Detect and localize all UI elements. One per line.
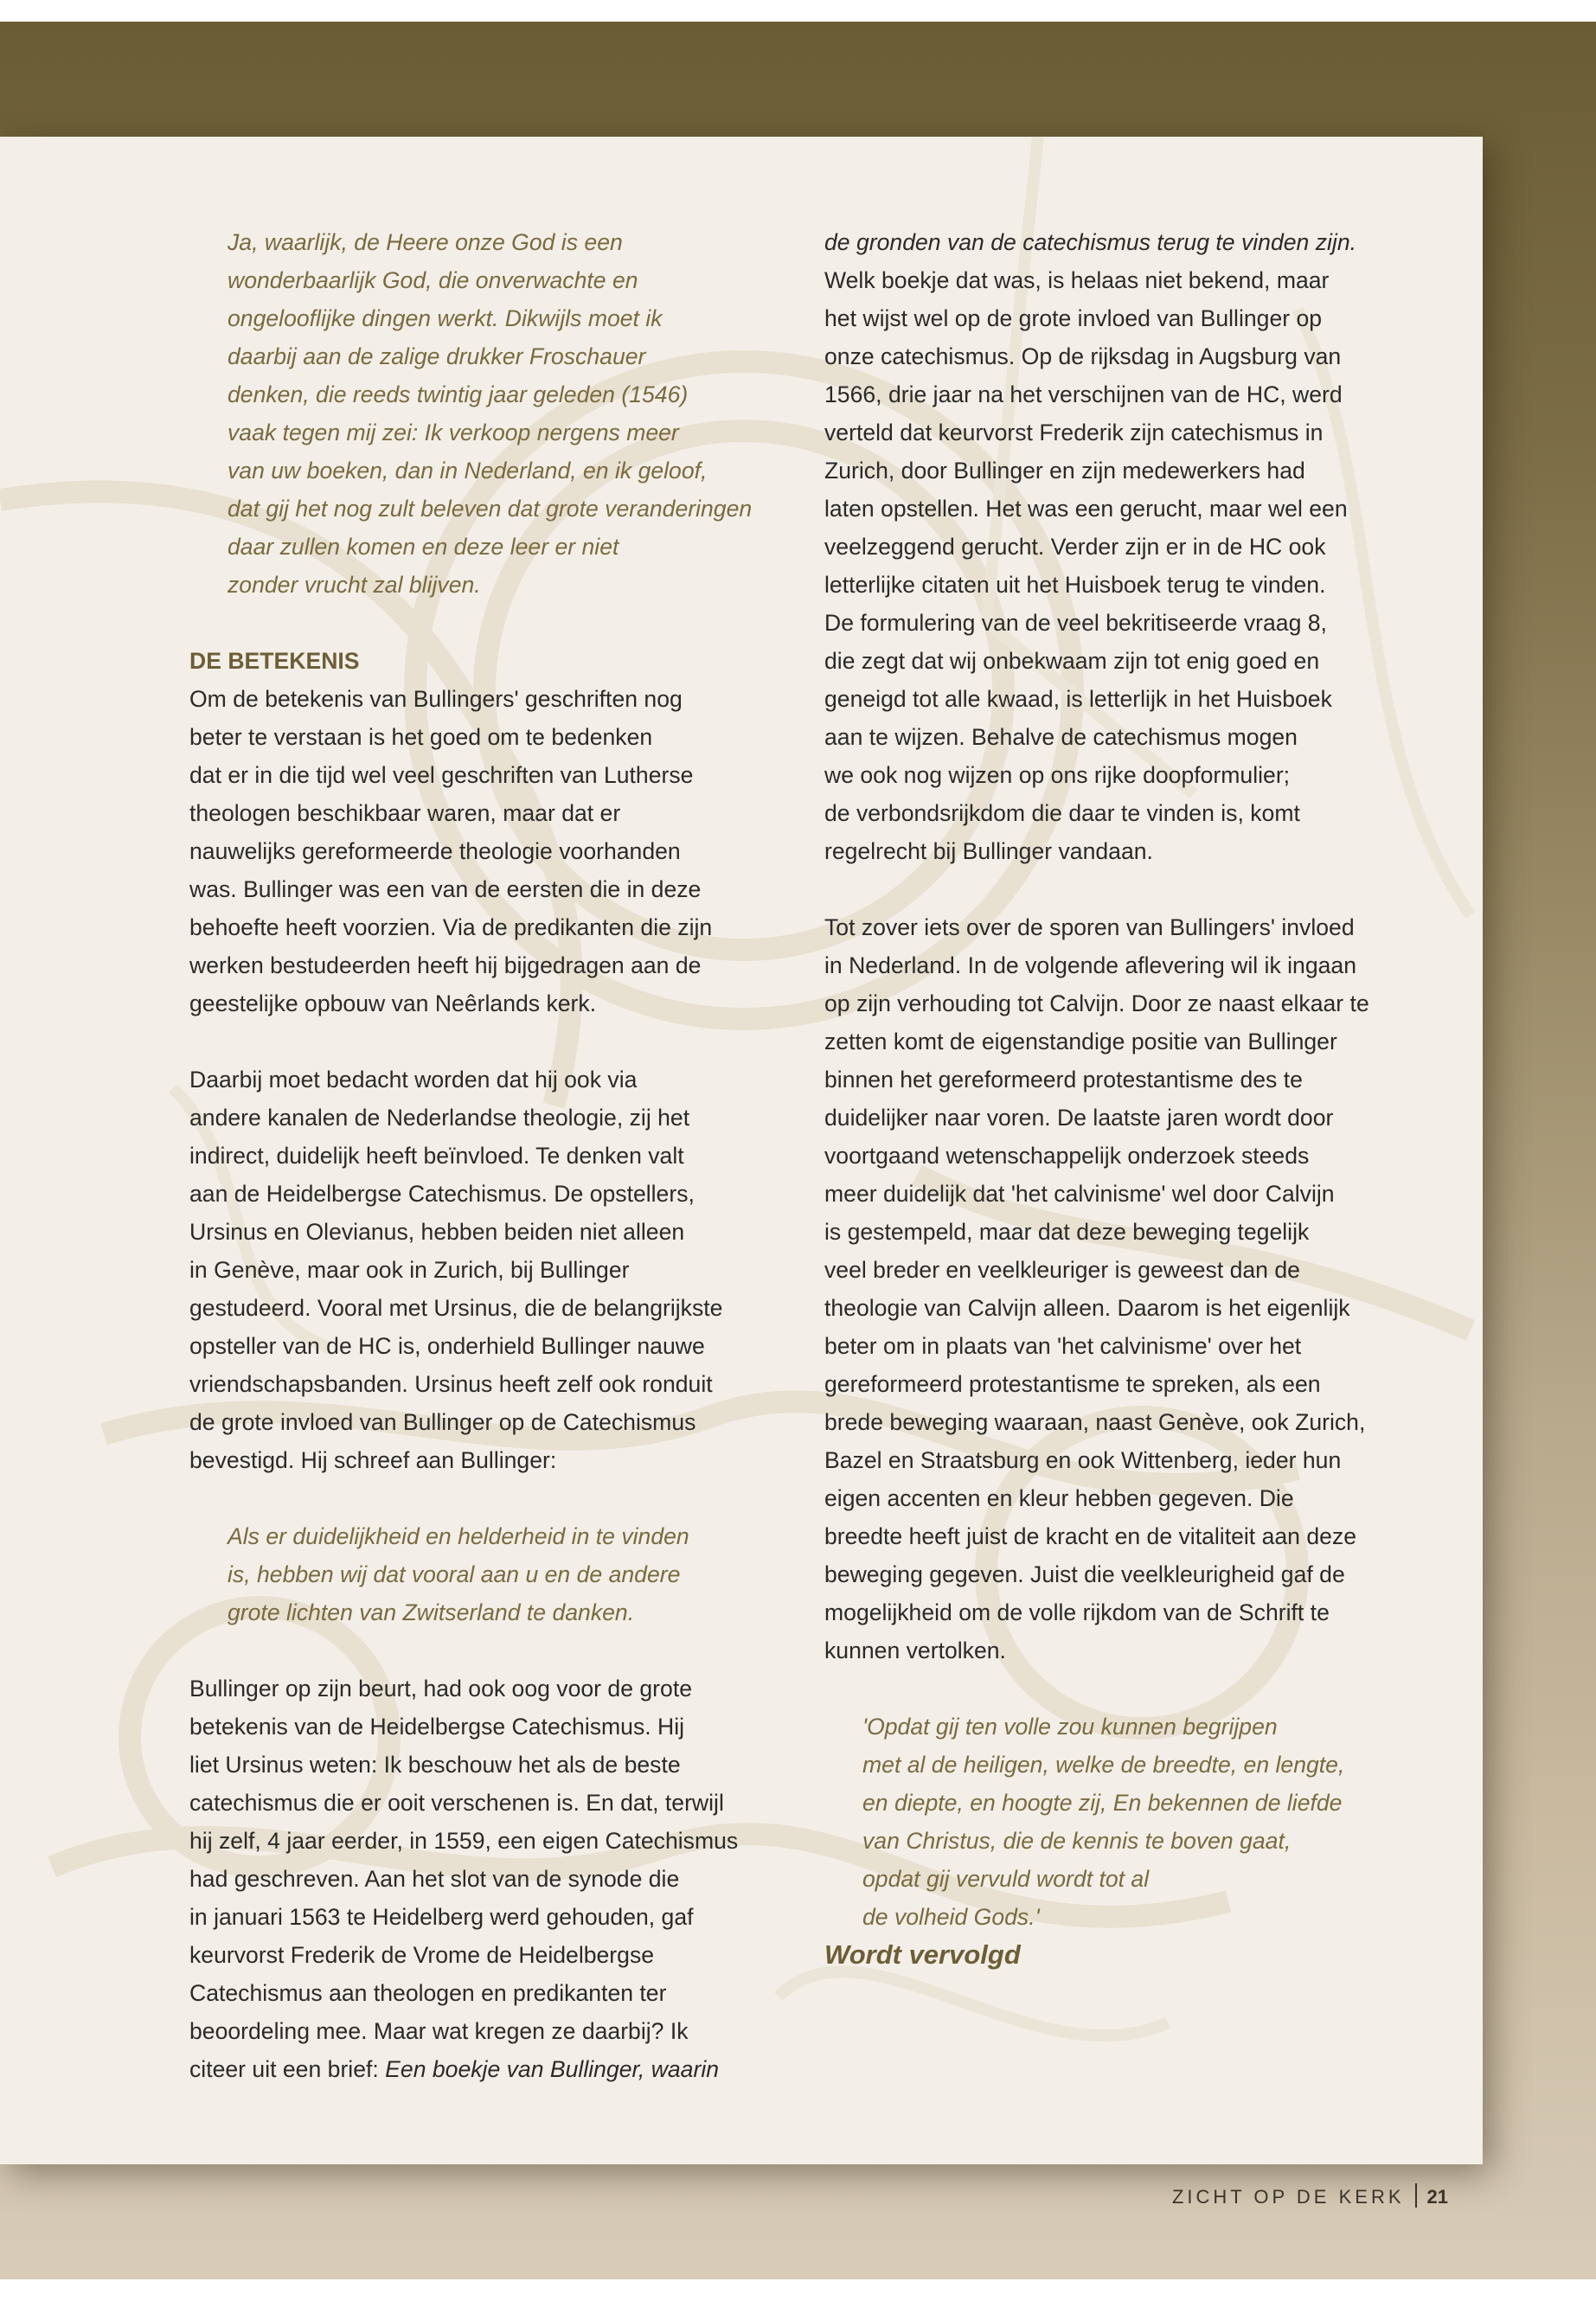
body-paragraph: Tot zover iets over de sporen van Bullingers' invloed in Nederland. In de volgende aflevering wil ik ingaan op zijn verhouding tot Calvijn. Door ze naast elkaar te zetten komt de eigenstandige positie van Bullinger binnen het gereformeerd protestantisme des te duidelijker naar voren. De laatste jaren wordt door voortgaand wetenschappelijk onderzoek steeds meer duidelijk dat 'het calvinisme' wel door Calvijn is gestempeld, maar dat deze beweging tegelijk veel breder en veelkleuriger is geweest dan de theologie van Calvijn alleen. Daarom is het eigenlijk beter om in plaats van 'het calvinisme' over het gereformeerd protestantisme te spreken, als een brede beweging waaraan, naast Genève, ook Zurich, Bazel en Straatsburg en ook Wittenberg, ieder hun eigen accenten en kleur hebben gegeven. Die breedte heeft juist de kracht en de vitaliteit aan deze beweging gegeven. Juist die veelkleurigheid gaf de mogelijkheid om de volle rijkdom van de Schrift te kunnen vertolken. — [824, 914, 1369, 1663]
to-be-continued: Wordt vervolgd — [824, 1939, 1021, 1970]
italic-citation-continued: de gronden van de catechismus terug te vinden zijn. — [824, 229, 1356, 255]
right-column — [824, 223, 1421, 1974]
quote-ursinus: Als er duidelijkheid en helderheid in te vinden is, hebben wij dat vooral aan u en de andere grote lichten van Zwitserland te danken. — [228, 1523, 689, 1625]
body-paragraph: Welk boekje dat was, is helaas niet bekend, maar het wijst wel op de grote invloed van Bullinger op onze catechismus. Op de rijksdag in Augsburg van 1566, drie jaar na het verschijnen van de HC, werd verteld dat keurvorst Frederik zijn catechismus in Zurich, door Bullinger en zijn medewerkers had laten opstellen. Het was een gerucht, maar wel een veelzeggend gerucht. Verder zijn er in de HC ook letterlijke citaten uit het Huisboek terug te vinden. De formulering van de veel bekritiseerde vraag 8, die zegt dat wij onbekwaam zijn tot enig goed en geneigd tot alle kwaad, is letterlijk in het Huisboek aan te wijzen. Behalve de catechismus mogen we ook nog wijzen op ons rijke doopformulier; de verbondsrijkdom die daar te vinden is, komt regelrecht bij Bullinger vandaan. — [824, 267, 1348, 864]
body-paragraph: Daarbij moet bedacht worden dat hij ook via andere kanalen de Nederlandse theologie, zij het indirect, duidelijk heeft beïnvloed. Te denken valt aan de Heidelbergse Catechismus. De opstellers, Ursinus en Olevianus, hebben beiden niet alleen in Genève, maar ook in Zurich, bij Bullinger gestudeerd. Vooral met Ursinus, die de belangrijkste opsteller van de HC is, onderhield Bullinger nauwe vriendschapsbanden. Ursinus heeft zelf ook ronduit de grote invloed van Bullinger op de Catechismus bevestigd. Hij schreef aan Bullinger: — [189, 1067, 723, 1473]
spacer — [824, 1670, 1421, 1708]
page-footer — [1125, 2183, 1448, 2208]
quote-froschauer: Ja, waarlijk, de Heere onze God is een wonderbaarlijk God, die onverwachte en ongelooflijke dingen werkt. Dikwijls moet ik daarbij aan de zalige drukker Froschauer denken, die reeds twintig jaar geleden (1546) vaak tegen mij zei: Ik verkoop nergens meer van uw boeken, dan in Nederland, en ik geloof, dat gij het nog zult beleven dat grote veranderingen daar zullen komen en deze leer er niet zonder vrucht zal blijven. — [228, 229, 753, 598]
page-number: 21 — [1426, 2186, 1448, 2208]
spacer — [189, 1022, 786, 1061]
spacer — [189, 1631, 786, 1670]
page-bottom-margin — [0, 2279, 1596, 2301]
spacer — [189, 1479, 786, 1517]
article-panel — [0, 137, 1483, 2164]
footer-divider — [1415, 2183, 1417, 2208]
italic-citation: Een boekje van Bullinger, waarin — [385, 2056, 720, 2082]
body-text: Bullinger op zijn beurt, had ook oog voor de grote betekenis van de Heidelbergse Catechismus. Hij liet Ursinus weten: Ik beschouw het als de beste catechismus die er ooit verschenen is. En dat, terwijl hij zelf, 4 jaar eerder, in 1559, een eigen Catechismus had geschreven. Aan het slot van de synode die in januari 1563 te Heidelberg werd gehouden, gaf keurvorst Frederik de Vrome de Heidelbergse Catechismus aan theologen en predikanten ter beoordeling mee. Maar wat kregen ze daarbij? Ik citeer uit een brief: — [189, 1676, 739, 2082]
body-paragraph — [189, 1670, 786, 2088]
spacer — [824, 870, 1421, 908]
page-top-margin — [0, 0, 1596, 22]
body-paragraph: Om de betekenis van Bullingers' geschriften nog beter te verstaan is het goed om te bedenken dat er in die tijd wel veel geschriften van Lutherse theologen beschikbaar waren, maar dat er nauwelijks gereformeerde theologie voorhanden was. Bullinger was een van de eersten die in deze behoefte heeft voorzien. Via de predikanten die zijn werken bestudeerden heeft hij bijgedragen aan de geestelijke opbouw van Neêrlands kerk. — [189, 686, 713, 1016]
magazine-title: ZICHT OP DE KERK — [1171, 2186, 1405, 2208]
spacer — [189, 604, 786, 642]
scripture-quote: 'Opdat gij ten volle zou kunnen begrijpen met al de heiligen, welke de breedte, en lengte, en diepte, en hoogte zij, En bekennen de liefde van Christus, die de kennis te boven gaat, opdat gij vervuld wordt tot al de volheid Gods.' — [862, 1714, 1345, 1930]
left-column — [189, 223, 786, 2088]
section-heading: DE BETEKENIS — [189, 648, 360, 674]
